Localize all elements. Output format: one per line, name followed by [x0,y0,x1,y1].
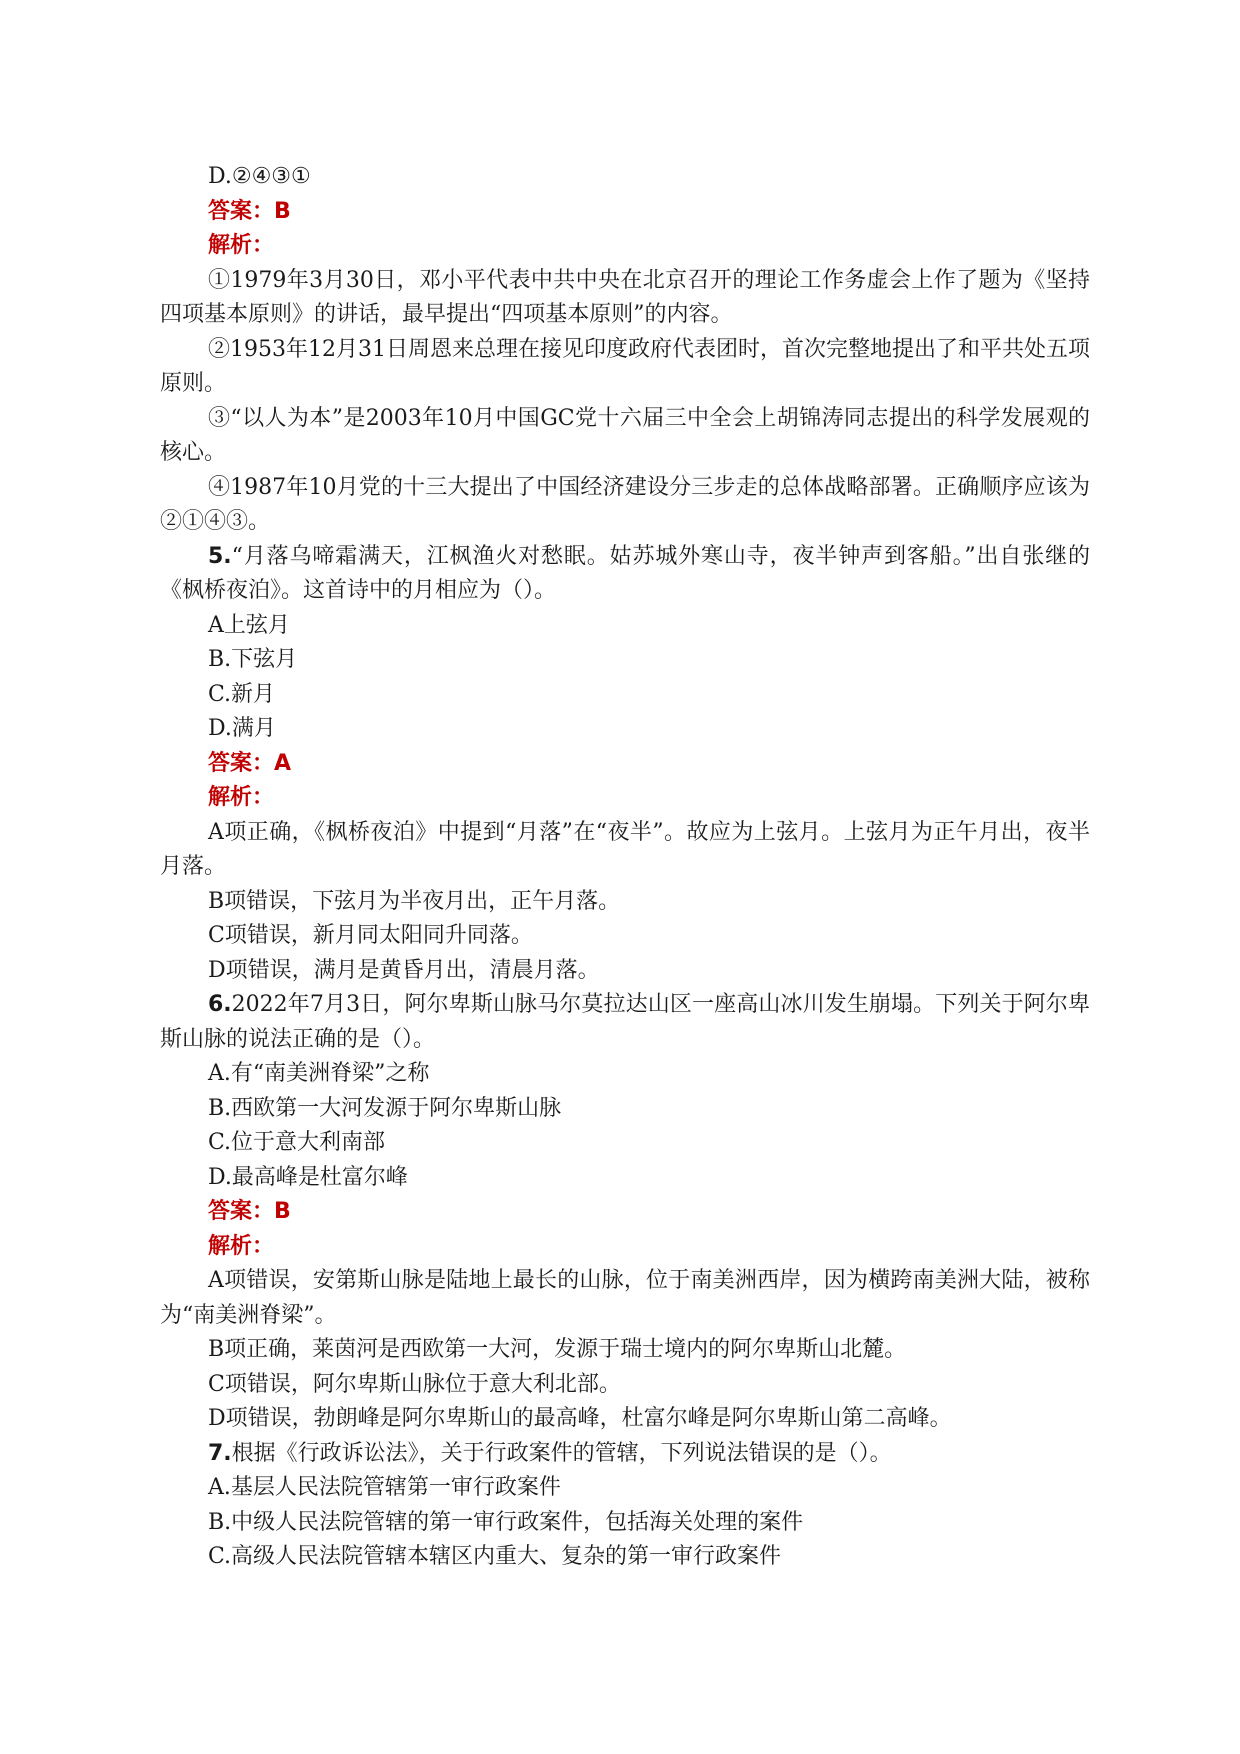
q6-analysis-4: D项错误，勃朗峰是阿尔卑斯山的最高峰，杜富尔峰是阿尔卑斯山第二高峰。 [208,1406,952,1431]
q6-answer: 答案：B [208,1199,291,1224]
q5-answer: 答案：A [208,750,292,776]
q7-stem-text: 根据《行政诉讼法》，关于行政案件的管辖，下列说法错误的是（）。 [231,1440,892,1466]
q5-option-c: C.新月 [208,681,276,707]
q4-answer: 答案：B [208,198,291,224]
q7-option-a: A.基层人民法院管辖第一审行政案件 [208,1475,561,1500]
q4-option-d: D.②④③① [208,164,311,189]
q4-analysis-label: 解析： [208,233,275,258]
q5-stem [160,540,1090,609]
q6-analysis-2: B项正确，莱茵河是西欧第一大河，发源于瑞士境内的阿尔卑斯山北麓。 [208,1337,907,1362]
q6-option-a: A.有“南美洲脊梁”之称 [208,1061,430,1086]
q5-analysis-2: B项错误，下弦月为半夜月出，正午月落。 [208,888,621,914]
q7-stem [160,1437,1090,1472]
q6-analysis-label: 解析： [208,1233,275,1259]
q5-analysis-4: D项错误，满月是黄昏月出，清晨月落。 [208,957,600,983]
q5-stem-text: “月落乌啼霜满天，江枫渔火对愁眠。姑苏城外寒山寺，夜半钟声到客船。”出自张继的《枫桥夜泊》。这首诗中的月相应为（）。 [160,543,1090,603]
q7-number: 7. [208,1440,232,1466]
q6-analysis-1: A项错误，安第斯山脉是陆地上最长的山脉，位于南美洲西岸，因为横跨南美洲大陆，被称为“南美洲脊梁”。 [160,1268,1090,1328]
q6-stem-text: 2022年7月3日，阿尔卑斯山脉马尔莫拉达山区一座高山冰川发生崩塌。下列关于阿尔卑斯山脉的说法正确的是（）。 [160,992,1090,1052]
q6-number: 6. [208,992,232,1017]
q5-analysis-label: 解析： [208,785,275,810]
q5-analysis-1: A项正确，《枫桥夜泊》中提到“月落”在“夜半”。故应为上弦月。上弦月为正午月出，夜半月落。 [160,819,1090,879]
q4-analysis-2: ②1953年12月31日周恩来总理在接见印度政府代表团时，首次完整地提出了和平共处五项原则。 [160,336,1090,396]
q7-option-b: B.中级人民法院管辖的第一审行政案件，包括海关处理的案件 [208,1509,804,1535]
q5-analysis-3: C项错误，新月同太阳同升同落。 [208,923,533,948]
q5-option-b: B.下弦月 [208,647,298,672]
q5-number: 5. [208,543,232,569]
q5-option-a: A上弦月 [208,612,290,638]
q4-analysis-1: ①1979年3月30日，邓小平代表中共中央在北京召开的理论工作务虚会上作了题为《坚持四项基本原则》的讲话，最早提出“四项基本原则”的内容。 [160,267,1090,327]
q4-analysis-4: ④1987年10月党的十三大提出了中国经济建设分三步走的总体战略部署。正确顺序应该为②①④③。 [160,474,1090,534]
q6-stem [160,988,1090,1057]
q5-option-d: D.满月 [208,716,276,741]
q4-analysis-3: ③“以人为本”是2003年10月中国GC党十六届三中全会上胡锦涛同志提出的科学发展观的核心。 [160,405,1090,465]
q6-option-c: C.位于意大利南部 [208,1130,386,1155]
q6-option-b: B.西欧第一大河发源于阿尔卑斯山脉 [208,1095,562,1121]
q6-option-d: D.最高峰是杜富尔峰 [208,1164,408,1190]
q7-option-c: C.高级人民法院管辖本辖区内重大、复杂的第一审行政案件 [208,1544,782,1569]
page-content [160,160,1090,1575]
q6-analysis-3: C项错误，阿尔卑斯山脉位于意大利北部。 [208,1371,621,1397]
